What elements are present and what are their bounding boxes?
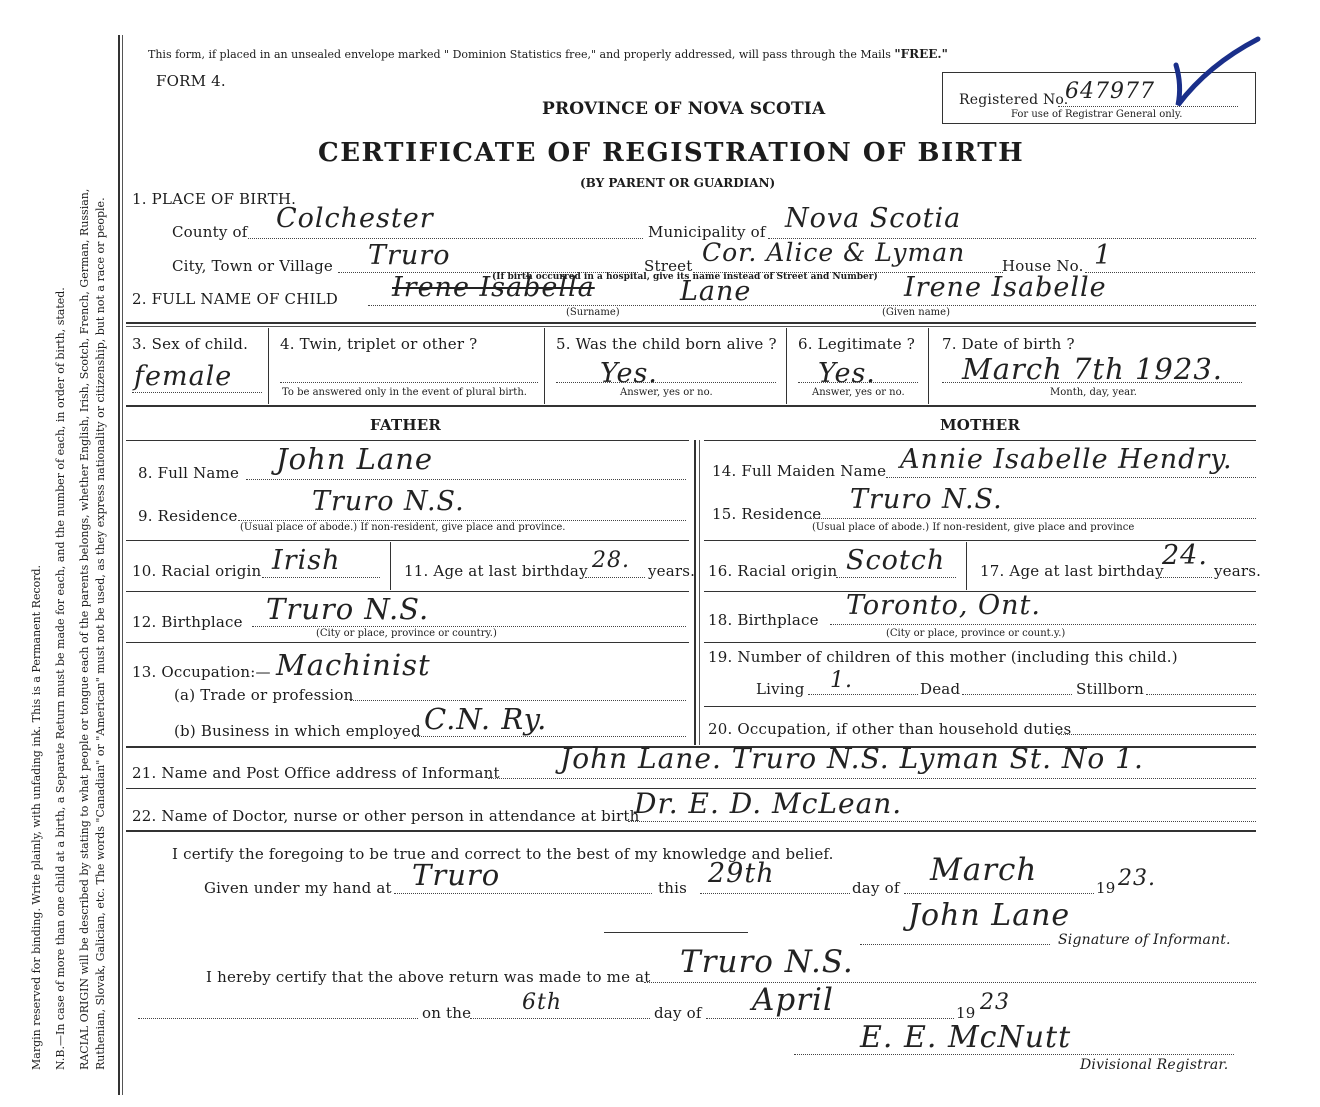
reg-month-dots <box>706 1018 954 1019</box>
county-value: Colchester <box>276 203 434 234</box>
margin-nb-note: N.B.—In case of more than one child at a birth, a Separate Return must be made for each, and the number of each, in order of birth, stated. <box>54 287 67 1070</box>
mother-children-label: 19. Number of children of this mother (including this child.) <box>708 648 1178 666</box>
mother-occupation-dots <box>1058 734 1256 735</box>
mother-birthplace-label: 18. Birthplace <box>708 611 819 629</box>
month-dots <box>904 893 1094 894</box>
child-name-struck: Irene Isabella <box>392 272 595 303</box>
father-name-value: John Lane <box>276 442 434 476</box>
father-trade-dots <box>350 700 686 701</box>
place-of-birth-label: 1. PLACE OF BIRTH. <box>132 190 297 208</box>
reg-dayof-label: day of <box>654 1004 702 1022</box>
signature-line-left <box>604 932 748 933</box>
binding-line-inner <box>122 35 123 1095</box>
registrar-statement: I hereby certify that the above return was made to me at <box>206 968 651 986</box>
sex-dots <box>132 392 262 393</box>
mother-heading: MOTHER <box>940 416 1021 434</box>
father-race-dots <box>262 577 380 578</box>
mother-race-divider <box>966 542 967 590</box>
mother-heading-line <box>704 440 1256 441</box>
dob-value: March 7th 1923. <box>962 352 1224 386</box>
dob-label: 7. Date of birth ? <box>942 335 1075 353</box>
father-age-dots <box>585 577 645 578</box>
doctor-dots <box>628 821 1256 822</box>
father-residence-value: Truro N.S. <box>312 486 465 517</box>
father-heading-line <box>126 440 689 441</box>
divider-alive <box>786 328 787 404</box>
mother-residence-label: 15. Residence <box>712 505 822 523</box>
given-name-label: (Given name) <box>882 307 950 318</box>
house-label: House No. <box>1002 257 1084 275</box>
province-title: PROVINCE OF NOVA SCOTIA <box>542 99 826 119</box>
mother-race-value: Scotch <box>846 545 946 576</box>
father-race-label: 10. Racial origin <box>132 562 262 580</box>
mother-age-value: 24. <box>1162 540 1208 571</box>
mother-occupation-label: 20. Occupation, if other than household duties <box>708 720 1072 738</box>
mother-birthplace-note: (City or place, province or count.y.) <box>886 628 1066 639</box>
child-given-value: Irene Isabelle <box>904 272 1107 303</box>
stillborn-dots <box>1146 694 1256 695</box>
father-residence-dots <box>238 520 686 521</box>
father-row12-line <box>126 642 689 643</box>
dead-label: Dead <box>920 680 961 698</box>
street-label: Street <box>644 257 693 275</box>
stillborn-label: Stillborn <box>1076 680 1144 698</box>
divider-row3-top <box>126 322 1256 324</box>
registered-label: Registered No. <box>959 92 1069 108</box>
county-label: County of <box>172 223 248 241</box>
living-value: 1. <box>830 668 853 693</box>
registrar-label: Divisional Registrar. <box>1080 1057 1229 1073</box>
dead-dots <box>962 694 1072 695</box>
mother-race-dots <box>836 577 956 578</box>
this-label: this <box>658 879 687 897</box>
mother-age-unit: years. <box>1214 562 1262 580</box>
father-row9-line <box>126 540 689 541</box>
child-surname-value: Lane <box>680 276 752 307</box>
form-number: FORM 4. <box>156 72 226 90</box>
father-age-value: 28. <box>592 548 630 573</box>
parents-divider <box>694 440 696 745</box>
father-occupation-value: Machinist <box>276 648 431 682</box>
dayof-label: day of <box>852 879 900 897</box>
margin-racial-note-2: Ruthenian, Slovak, Galician, etc. The words "Canadian" or "American" must not be used, as they express nationality or citizenship, but not a race or people. <box>94 197 107 1070</box>
father-occupation-label: 13. Occupation:— <box>132 663 271 681</box>
father-race-divider <box>390 542 391 590</box>
twin-note: To be answered only in the event of plural birth. <box>282 387 527 398</box>
reg-day-value: 6th <box>522 990 563 1015</box>
mother-name-label: 14. Full Maiden Name <box>712 462 887 480</box>
alive-label: 5. Was the child born alive ? <box>556 335 777 353</box>
divider-sex <box>268 328 269 404</box>
mother-row18-line <box>704 642 1256 643</box>
divider-legit <box>928 328 929 404</box>
father-trade-label: (a) Trade or profession <box>174 686 354 704</box>
father-business-value: C.N. Ry. <box>424 702 548 736</box>
registered-number: 647977 <box>1065 79 1155 104</box>
father-business-label: (b) Business in which employed <box>174 722 421 740</box>
day-dots <box>700 893 850 894</box>
onthe-label: on the <box>422 1004 472 1022</box>
given-label: Given under my hand at <box>204 879 392 897</box>
hospital-note: (If birth occurred in a hospital, give its name instead of Street and Number) <box>492 272 878 282</box>
father-birthplace-dots <box>252 626 686 627</box>
child-name-label: 2. FULL NAME OF CHILD <box>132 290 338 308</box>
registered-note: For use of Registrar General only. <box>1011 109 1183 120</box>
living-label: Living <box>756 680 805 698</box>
doctor-label: 22. Name of Doctor, nurse or other person in attendance at birth <box>132 807 640 825</box>
certificate-title: CERTIFICATE OF REGISTRATION OF BIRTH <box>318 138 1025 168</box>
informant-label: 21. Name and Post Office address of Informant <box>132 764 500 782</box>
sex-label: 3. Sex of child. <box>132 335 249 353</box>
signature-dots <box>860 944 1050 945</box>
alive-note: Answer, yes or no. <box>620 387 713 398</box>
father-heading: FATHER <box>370 416 442 434</box>
year-value: 23. <box>1118 866 1156 891</box>
certify-statement: I certify the foregoing to be true and correct to the best of my knowledge and belief. <box>172 845 834 863</box>
margin-binding-note: Margin reserved for binding. Write plainly, with unfading ink. This is a Permanent Record. <box>30 564 43 1070</box>
divider-certify-top <box>126 830 1256 832</box>
mother-residence-dots <box>810 518 1256 519</box>
day-value: 29th <box>708 858 775 889</box>
street-value: Cor. Alice & Lyman <box>702 238 966 267</box>
house-value: 1 <box>1094 240 1113 271</box>
reg-day-dots <box>470 1018 650 1019</box>
registrar-place-value: Truro N.S. <box>680 944 854 980</box>
divider-twin <box>544 328 545 404</box>
father-residence-note: (Usual place of abode.) If non-resident, give place and province. <box>240 522 566 533</box>
alive-dots <box>556 382 776 383</box>
father-birthplace-note: (City or place, province or country.) <box>316 628 497 639</box>
city-label: City, Town or Village <box>172 257 334 275</box>
informant-dots <box>488 778 1256 779</box>
mother-name-dots <box>886 477 1256 478</box>
twin-dots <box>280 382 538 383</box>
year-prefix: 19 <box>1096 879 1116 897</box>
legit-note: Answer, yes or no. <box>812 387 905 398</box>
given-place-dots <box>394 893 652 894</box>
father-age-unit: years. <box>648 562 696 580</box>
mother-age-dots <box>1160 577 1212 578</box>
registrar-signature: E. E. McNutt <box>860 1020 1072 1055</box>
parents-divider-2 <box>699 440 700 745</box>
mother-residence-note: (Usual place of abode.) If non-resident, give place and province <box>812 522 1135 533</box>
reg-month-value: April <box>752 982 834 1018</box>
father-name-dots <box>246 479 686 480</box>
onthe-lead-dots <box>138 1018 418 1019</box>
certificate-subtitle: (BY PARENT OR GUARDIAN) <box>580 176 776 190</box>
mother-residence-value: Truro N.S. <box>850 484 1003 515</box>
month-value: March <box>930 852 1038 888</box>
informant-signature: John Lane <box>908 898 1071 933</box>
binding-line <box>118 35 120 1095</box>
mother-race-label: 16. Racial origin <box>708 562 838 580</box>
mother-row19-line <box>704 706 1256 707</box>
divider-parents-top <box>126 405 1256 407</box>
mail-note: This form, if placed in an unsealed envelope marked " Dominion Statistics free," and properly addressed, will pass through the Mails "FREE." <box>148 47 948 61</box>
informant-value: John Lane. Truro N.S. Lyman St. No 1. <box>560 742 1144 775</box>
mother-birthplace-dots <box>830 624 1256 625</box>
reg-year-prefix: 19 <box>956 1004 976 1022</box>
legit-dots <box>798 382 918 383</box>
dob-note: Month, day, year. <box>1050 387 1137 398</box>
father-residence-label: 9. Residence <box>138 507 238 525</box>
municipality-label: Municipality of <box>648 223 766 241</box>
sex-value: female <box>134 361 233 392</box>
legit-value: Yes. <box>818 358 876 389</box>
registrar-signature-dots <box>794 1054 1234 1055</box>
dob-dots <box>942 382 1242 383</box>
mother-birthplace-value: Toronto, Ont. <box>846 590 1041 621</box>
municipality-value: Nova Scotia <box>785 203 962 234</box>
alive-value: Yes. <box>600 358 658 389</box>
father-age-label: 11. Age at last birthday <box>404 562 588 580</box>
registrar-place-dots <box>644 982 1256 983</box>
house-dots <box>1085 272 1255 273</box>
reg-year-value: 23 <box>980 990 1010 1015</box>
mother-name-value: Annie Isabelle Hendry. <box>900 444 1233 475</box>
margin-racial-note-1: RACIAL ORIGIN will be described by stating to what people or tongue each of the parents belongs, whether English, Irish, Scotch, French, German, Russian, <box>78 188 91 1070</box>
father-birthplace-label: 12. Birthplace <box>132 613 243 631</box>
living-dots <box>808 694 918 695</box>
mother-age-label: 17. Age at last birthday <box>980 562 1164 580</box>
child-name-dots <box>368 305 1256 306</box>
father-birthplace-value: Truro N.S. <box>266 592 430 626</box>
surname-label: (Surname) <box>566 307 620 318</box>
divider-row3-top-2 <box>126 326 1256 327</box>
father-race-value: Irish <box>272 545 341 576</box>
city-value: Truro <box>368 240 451 271</box>
legit-label: 6. Legitimate ? <box>798 335 916 353</box>
father-business-dots <box>414 736 686 737</box>
check-mark-icon <box>1168 35 1268 110</box>
county-dots <box>248 238 643 239</box>
signature-label: Signature of Informant. <box>1058 932 1231 948</box>
doctor-value: Dr. E. D. McLean. <box>634 787 903 820</box>
twin-label: 4. Twin, triplet or other ? <box>280 335 478 353</box>
father-name-label: 8. Full Name <box>138 464 240 482</box>
given-place-value: Truro <box>412 858 501 892</box>
